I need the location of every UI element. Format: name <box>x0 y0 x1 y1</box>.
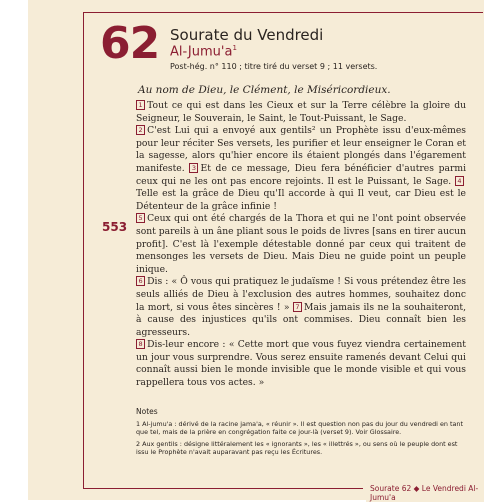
frame-left-rule <box>83 12 84 488</box>
verse-text: Dis-leur encore : « Cette mort que vous fuyez viendra certainement un jour vous surprendre. Vous serez ensuite ramenés devant Celui qui connaît aussi bien le monde invisible que le monde visible et qui vous rappellera tous vos actes. » <box>136 339 466 389</box>
verse-number: 1 <box>136 100 145 110</box>
notes <box>136 408 468 460</box>
sura-number: 62 <box>100 18 160 69</box>
sura-arabic-title <box>170 44 237 59</box>
verse-text: Telle est la grâce de Dieu qu'Il accorde à qui Il veut, car Dieu est le Détenteur de la grâce infinie ! <box>136 188 466 212</box>
basmala: Au nom de Dieu, le Clément, le Miséricordieux. <box>138 84 391 96</box>
page <box>28 0 484 500</box>
running-footer: Sourate 62 ◆ Le Vendredi Al-Jumu'a <box>366 484 484 502</box>
verse-text: Et de ce message, Dieu fera bénéficier d'autres parmi ceux qui ne les ont pas encore rejoints. Il est le Puissant, le Sage. <box>136 162 467 187</box>
sura-title: Sourate du Vendredi <box>170 26 324 44</box>
verse-number: 2 <box>136 125 145 135</box>
verse <box>136 100 466 125</box>
verse-text: Dis : « Ô vous qui pratiquez le judaïsme ! Si vous prétendez être les seuls alliés de Dieu à l'exclusion des autres hommes, souhaitez donc la mort, si vous êtes sincères ! » <box>136 276 466 313</box>
verse <box>136 276 466 339</box>
sura-meta: Post-hég. n° 110 ; titre tiré du verset 9 ; 11 versets. <box>170 62 378 71</box>
verse <box>136 213 466 276</box>
frame-bottom-rule <box>83 488 363 489</box>
sura-arabic-name: Al-Jumu'a <box>170 44 233 60</box>
verse-number: 8 <box>136 339 145 349</box>
verses-body <box>136 100 466 390</box>
verse-number: 4 <box>455 176 464 186</box>
verse <box>136 125 466 213</box>
verse-text: Ceux qui ont été chargés de la Thora et qui ne l'ont point observée sont pareils à un âne pliant sous le poids de livres [sans en tirer aucun profit]. C'est là l'exemple détestable donné par ceux qui traitent de mensonges les versets de Dieu. Mais Dieu ne guide point un peuple inique. <box>136 213 466 275</box>
sura-footnote-ref: 1 <box>232 44 237 52</box>
verse-text: Mais jamais ils ne la souhaiteront, à cause des injustices qu'ils ont commises. Dieu connaît bien les agresseurs. <box>136 301 467 338</box>
verse-text: Tout ce qui est dans les Cieux et sur la Terre célèbre la gloire du Seigneur, le Souverain, le Saint, le Tout-Puissant, le Sage. <box>136 100 466 124</box>
verse-number: 5 <box>136 213 145 223</box>
verse-text: C'est Lui qui a envoyé aux gentils² un Prophète issu d'eux-mêmes pour leur réciter Ses versets, les purifier et leur enseigner le Coran et la sagesse, alors qu'hier encore ils étaient plongés dans l'égarement manifeste. <box>136 125 466 174</box>
page-number: 553 <box>102 220 128 234</box>
verse <box>136 339 466 389</box>
verse-number: 7 <box>293 302 302 312</box>
note-item: 1 Al-jumu'a : dérivé de la racine jama'a, « réunir ». Il est question non pas du jour du vendredi en tant que tel, mais de la prière en congrégation faite ce jour-là (verset 9). Voir Glossaire. <box>136 419 463 437</box>
notes-title: Notes <box>136 407 158 416</box>
frame-top-rule <box>83 12 483 13</box>
verse-number: 3 <box>189 163 198 173</box>
note-item: 2 Aux gentils : désigne littéralement les « ignorants », les « illettrés », ou sens où le peuple dont est issu le Prophète n'avait auparavant pas reçu les Écritures. <box>136 439 458 457</box>
verse-number: 6 <box>136 276 145 286</box>
